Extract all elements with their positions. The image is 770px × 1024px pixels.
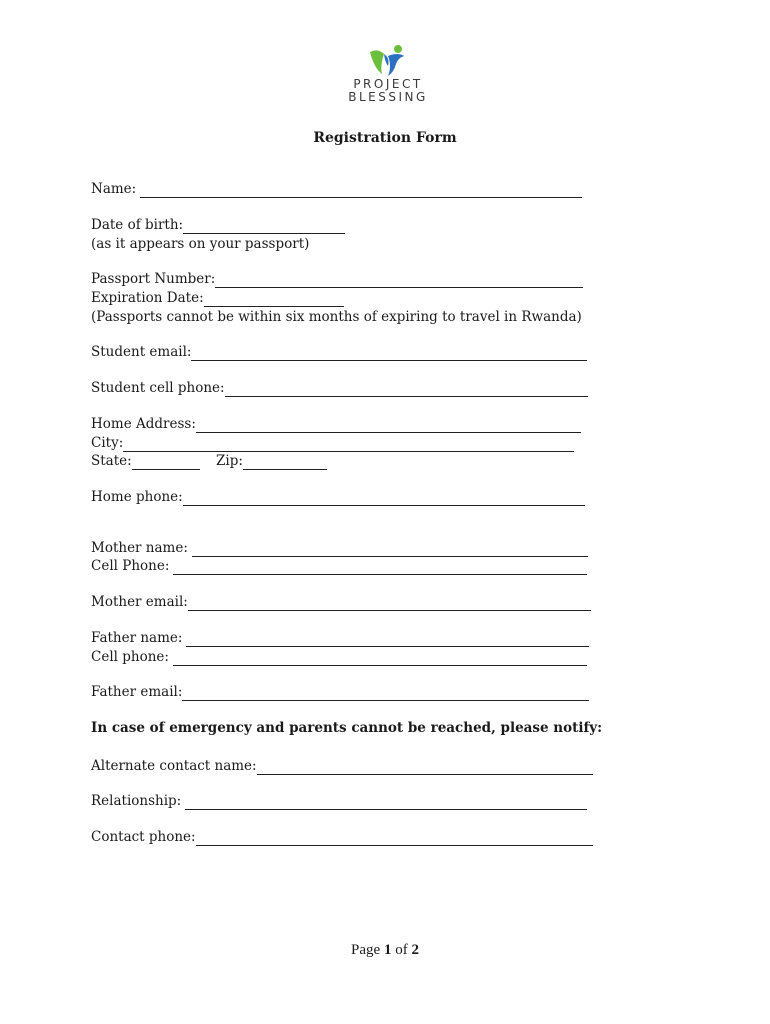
father-name-field[interactable] [91,629,589,647]
student-cell-line[interactable] [225,382,588,397]
alt-contact-name-label: Alternate contact name: [91,758,257,774]
student-email-field[interactable] [91,343,587,361]
expiration-date-line[interactable] [204,292,344,307]
home-address-label: Home Address: [91,416,196,432]
contact-phone-line[interactable] [196,831,593,846]
mother-cell-field[interactable] [91,557,587,575]
state-field[interactable] [91,452,200,470]
home-phone-line[interactable] [183,491,585,506]
footer-page-word: Page [351,942,381,958]
form-title: Registration Form [313,130,457,146]
father-cell-field[interactable] [91,648,587,666]
footer-of-word: of [395,942,408,958]
father-name-label: Father name: [91,630,183,646]
mother-email-line[interactable] [188,596,591,611]
zip-line[interactable] [243,455,327,470]
student-email-line[interactable] [191,346,587,361]
logo-figures-icon [368,44,408,78]
passport-number-label: Passport Number: [91,271,216,287]
student-email-label: Student email: [91,344,192,360]
father-email-label: Father email: [91,684,183,700]
home-address-field[interactable] [91,415,581,433]
mother-name-line[interactable] [192,542,588,557]
dob-note: (as it appears on your passport) [91,236,310,252]
logo-text-blessing: BLESSING [348,90,428,104]
footer-total-pages: 2 [411,942,419,958]
passport-number-line[interactable] [215,273,583,288]
mother-cell-line[interactable] [173,560,587,575]
city-field[interactable] [91,434,574,452]
relationship-line[interactable] [185,795,587,810]
city-line[interactable] [123,437,574,452]
name-field[interactable] [91,180,582,198]
home-phone-field[interactable] [91,488,585,506]
page-footer [0,942,770,959]
zip-label: Zip: [216,453,243,469]
city-label: City: [91,435,124,451]
dob-line[interactable] [183,219,345,234]
relationship-field[interactable] [91,792,587,810]
name-line[interactable] [140,183,582,198]
father-cell-label: Cell phone: [91,649,169,665]
father-cell-line[interactable] [173,651,587,666]
footer-current-page: 1 [383,942,392,958]
name-label: Name: [91,181,137,197]
expiration-date-field[interactable] [91,289,344,307]
passport-number-field[interactable] [91,270,583,288]
student-cell-label: Student cell phone: [91,380,225,396]
logo-text-project: PROJECT [353,77,423,91]
state-line[interactable] [132,455,200,470]
expiration-date-label: Expiration Date: [91,290,204,306]
passport-note: (Passports cannot be within six months of expiring to travel in Rwanda) [91,309,582,325]
dob-label: Date of birth: [91,217,184,233]
home-phone-label: Home phone: [91,489,183,505]
zip-field[interactable] [216,452,327,470]
mother-email-field[interactable] [91,593,591,611]
student-cell-field[interactable] [91,379,588,397]
project-blessing-logo [348,44,428,104]
alt-contact-name-line[interactable] [257,760,593,775]
dob-field[interactable] [91,216,345,234]
contact-phone-field[interactable] [91,828,593,846]
father-email-field[interactable] [91,683,589,701]
home-address-line[interactable] [196,418,581,433]
emergency-heading: In case of emergency and parents cannot be reached, please notify: [91,720,603,736]
father-email-line[interactable] [182,686,589,701]
alt-contact-name-field[interactable] [91,757,593,775]
relationship-label: Relationship: [91,793,182,809]
mother-name-label: Mother name: [91,540,188,556]
contact-phone-label: Contact phone: [91,829,196,845]
mother-email-label: Mother email: [91,594,188,610]
state-label: State: [91,453,132,469]
mother-cell-label: Cell Phone: [91,558,170,574]
father-name-line[interactable] [186,632,589,647]
mother-name-field[interactable] [91,539,588,557]
